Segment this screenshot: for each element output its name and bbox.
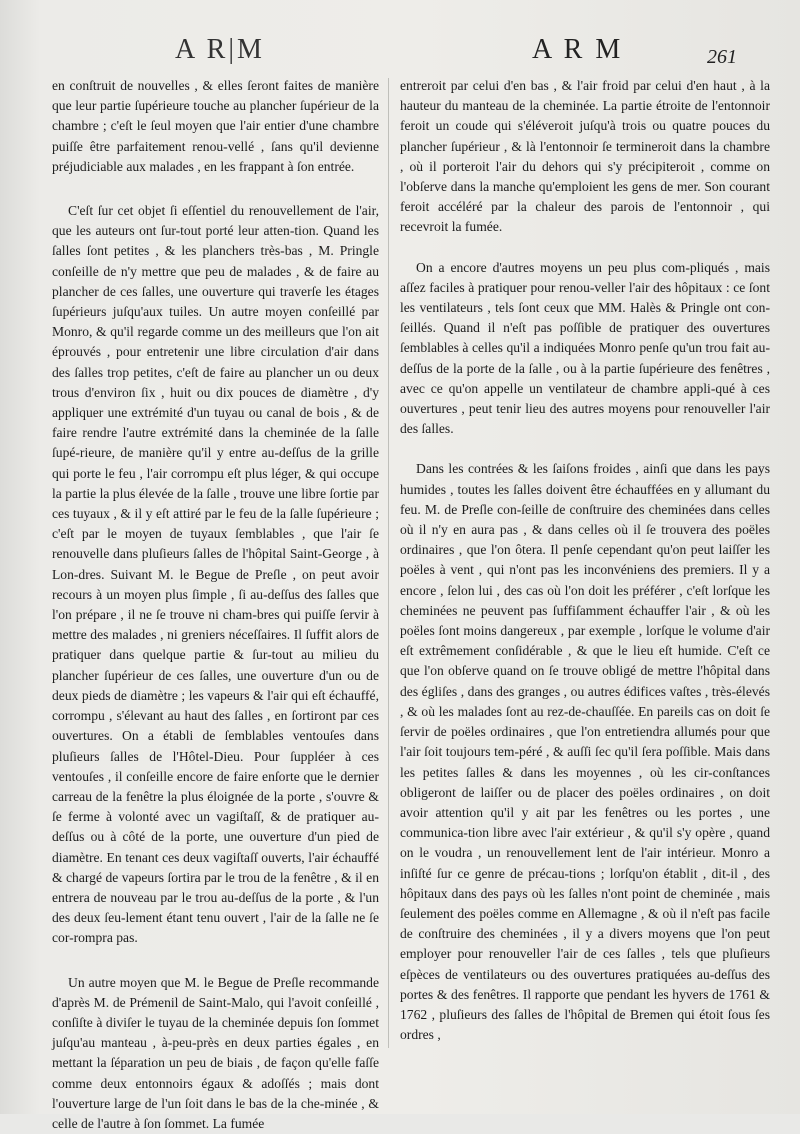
column-divider <box>388 78 389 1048</box>
paragraph: entreroit par celui d'en bas , & l'air froid par celui d'en haut , à la hauteur du manteau de la cheminée. La partie étroite de l'entonnoir feroit un coude qui s'éléveroit juſqu'à trois ou quatre pouces du plancher ſupérieur , & là l'entonnoir ſe termineroit dans la chambre , où il porteroit l'air du dehors qui s'y précipiteroit , comme on l'obſerve dans la manche qu'emploient les gens de mer. Son courant feroit accéléré par la chaleur des parois de l'entonnoir , qui recevroit la fumée. <box>400 78 770 235</box>
page-number: 261 <box>707 46 737 68</box>
running-header <box>0 34 800 74</box>
paragraph: Un autre moyen que M. le Begue de Preſle recommande d'après M. de Prémenil de Saint-Malo, qui l'avoit conſeillé , conſiſte à diviſer le tuyau de la cheminée depuis ſon ſommet juſqu'au manteau , à-peu-près en deux parties égales , en mettant la ſéparation un peu de biais , de façon qu'elle faſſe comme deux entonnoirs égaux & adoſſés ; mais dont l'ouverture large de l'un ſoit dans le bas de la che-minée , & celle de l'autre à ſon ſommet. La fumée <box>52 974 379 1131</box>
paragraph: en conſtruit de nouvelles , & elles ſeront faites de manière que leur partie ſupérieure touche au plancher ſupérieur de la chambre ; c'eſt le ſeul moyen que l'air entier d'une chambre puiſſe être parfaitement renou-vellé , ſans qu'il devienne préjudiciable aux malades , en les frappant à ſon entrée. <box>52 78 379 174</box>
paragraph: On a encore d'autres moyens un peu plus com-pliqués , mais aſſez faciles à pratiquer pour renou-veller l'air des hôpitaux : ce ſont les ventilateurs , tels ſont ceux que MM. Halès & Pringle ont con-ſeillés. Quand il n'eſt pas poſſible de pratiquer des ouvertures ſemblables à celles qu'il a indiquées Monro penſe qu'un trou fait au-deſſus de la porte de la ſalle , ou à la partie ſupérieure des fenêtres , avec ce qu'on appelle un ventilateur de chambre appli-qué à ces ouvertures , peut tenir lieu des autres moyens pour renouveller l'air des ſalles. <box>400 259 770 437</box>
running-title-right: A R M <box>532 34 624 65</box>
paragraph: C'eſt ſur cet objet ſi eſſentiel du renouvellement de l'air, que les auteurs ont ſur-tout porté leur atten-tion. Quand les ſalles ſont petites , & les planchers très-bas , M. Pringle conſeille de n'y mettre que peu de malades , & de faire au plancher de ces ſalles, une ouverture qui traverſe les étages ſupérieurs juſqu'aux tuiles. Un autre moyen conſeillé par Monro, & qu'il regarde comme un des meilleurs que l'on ait éprouvés , pour entretenir une libre circulation d'air dans des ſalles trop petites, c'eſt de faire au plancher un ou deux trous d'environ ſix , huit ou dix pouces de diamètre , d'y appliquer une extrémité d'un tuyau ou canal de bois , & de faire rendre l'autre extrémité dans la cheminée de la ſalle ſupé-rieure, de manière qu'il y entre au-deſſus de la grille qui porte le feu , l'air corrompu eſt plus léger, & qui occupe la partie la plus élevée de la ſalle , trouve une libre ſortie par ces tuyaux , & il y eſt attiré par le feu de la ſalle ſupérieure ; c'eſt par le moyen de tuyaux ſemblables , que l'air ſe renouvelle dans pluſieurs ſalles de l'hôpital Saint-George , à Lon-dres. Suivant M. le Begue de Preſle , on peut avoir recours à un moyen plus ſimple , ſi au-deſſus des ſalles que l'on prépare , il ne ſe trouve ni cham-bres qui puiſſe ſervir à mettre des malades , ni greniers néceſſaires. Il ſuffit alors de pratiquer dans quelque partie & ſur-tout au milieu du plancher ſupérieur de ces ſalles, une ouverture d'un ou de deux pieds de diamètre ; les vapeurs & l'air qui eſt échauffé, corrompu , s'élevant au haut des ſalles , en ſortiront par ces ouvertures. On a établi de ſemblables ventouſes dans pluſieurs ſalles de l'Hôtel-Dieu. Pour ſuppléer à ces ventouſes , il conſeille encore de faire enſorte que le dernier carreau de la fenêtre la plus éloignée de la porte , s'ouvre & ſe ferme à volonté avec un vagiſtaſſ, & de pratiquer au-deſſus ou à côté de la porte, une ouverture d'un pied de diamètre. En tenant ces deux vagiſtaſſ ouverts, l'air échauffé & chargé de vapeurs ſortira par le trou de la fenêtre , & il en entrera de nouveau par le trou au-deſſus de la porte , & l'un des deux ſeu-lement étant tenu ouvert , l'air de la ſalle ne ſe cor-rompra pas. <box>52 203 379 946</box>
right-column <box>400 76 770 1045</box>
running-title-left: A R|M <box>175 34 265 65</box>
paragraph: Dans les contrées & les ſaiſons froides , ainſi que dans les pays humides , toutes les ſalles doivent être échauffées en y allumant du feu. M. de Preſle con-ſeille de conſtruire des cheminées dans celles où il n'y en aura pas , & dans celles où il ſe trouvera des poëles ordinaires , que l'on ôtera. Il penſe cependant qu'on peut laiſſer les poëles à vent , qui n'ont pas les inconvéniens des premiers. Il y a encore , ſelon lui , des cas où l'on doit les préférer , c'eſt lorſque les cheminées ne peuvent pas ſuffiſamment échauffer l'air , & où les poëles ſont moins dangereux , par exemple , lorſque le volume d'air eſt extrêmement conſidérable , & que le lieu eſt humide. C'eſt ce que l'on obſerve quand on ſe trouve obligé de mettre l'hôpital dans des égliſes , dans des granges , ou autres édifices vaſtes , très-élevés , & où les malades ſont au rez-de-chauſſée. En pareils cas on doit ſe ſervir de poëles ordinaires , que l'on entretiendra allumés pour que l'air ſoit toujours tem-péré , & auſſi ſec qu'il ſera poſſible. Mais dans les petites ſalles & dans les moyennes , où les cir-conſtances obligeront de laiſſer ou de placer des poëles ordinaires , on doit avoir attention qu'il y ait par les fenêtres ou les portes , une communica-tion libre avec l'air extérieur , & qu'il s'y opère , quand on le voudra , un renouvellement lent de l'air intérieur. Monro a inſiſté ſur ce genre de précau-tions ; lorſqu'on établit , dit-il , des hôpitaux dans des pays où les ſalles n'ont point de cheminée , mais ſeulement des poëles comme en Allemagne , & où il n'eſt pas facile de conſtruire des cheminées , il y a divers moyens que l'on peut employer pour renouveller l'air de ces ſalles , tels que pluſieurs eſpèces de ventilateurs ou des ouvertures pratiquées au-deſſus des portes & des fenêtres. Il rapporte que pendant les hyvers de 1761 & 1762 , pluſieurs des ſalles de l'hôpital de Bremen qui étoit ſous ſes ordres , <box>400 461 770 1043</box>
left-column <box>52 76 379 1134</box>
